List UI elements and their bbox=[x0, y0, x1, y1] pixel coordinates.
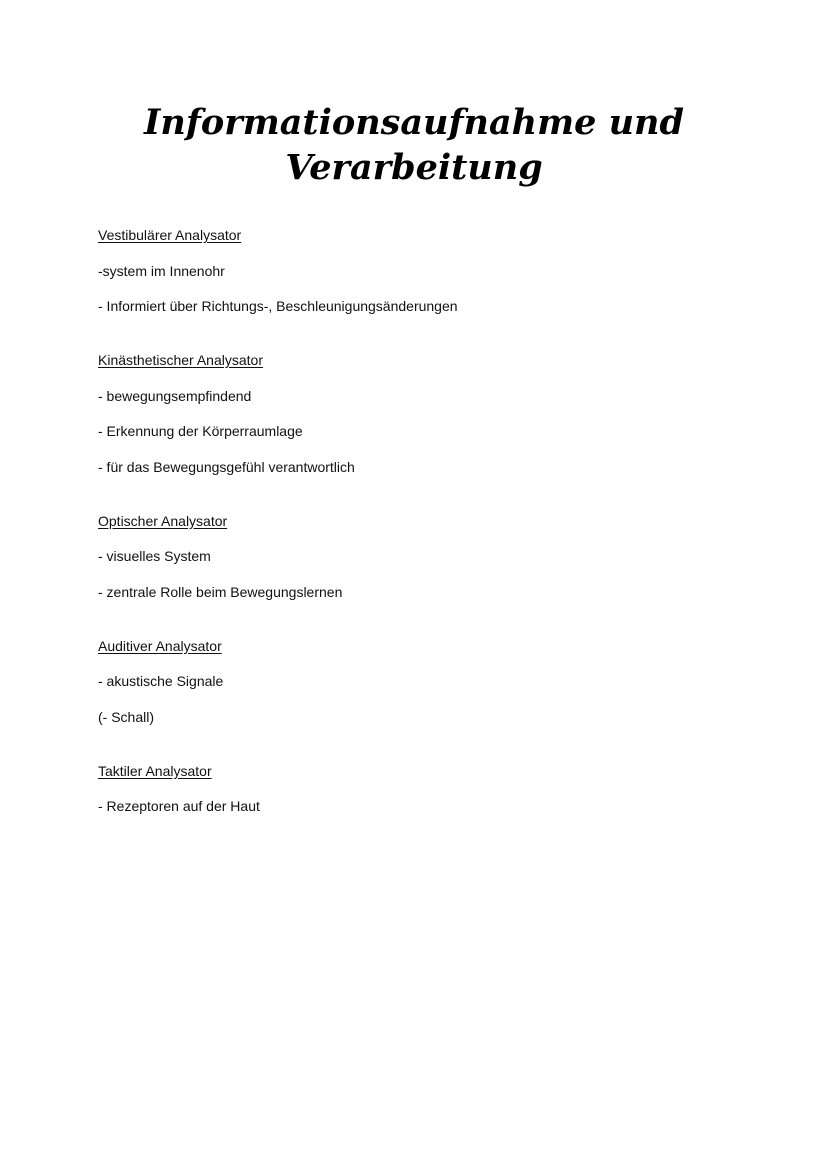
section-optical bbox=[98, 512, 758, 601]
section-heading: Taktiler Analysator bbox=[98, 762, 212, 779]
section-line: - für das Bewegungsgefühl verantwortlich bbox=[98, 458, 355, 475]
title-line: Informationsaufnahme und bbox=[144, 102, 684, 143]
section-heading: Kinästhetischer Analysator bbox=[98, 352, 263, 368]
section-heading: Vestibulärer Analysator bbox=[98, 227, 242, 243]
section-line: -system im Innenohr bbox=[98, 262, 225, 279]
section-line: - Rezeptoren auf der Haut bbox=[98, 798, 260, 814]
section-heading: Optischer Analysator bbox=[98, 512, 228, 529]
section-line: - visuelles System bbox=[98, 548, 211, 564]
section-line: (- Schall) bbox=[98, 708, 155, 725]
section-line: - akustische Signale bbox=[98, 673, 224, 689]
section-heading: Auditiver Analysator bbox=[98, 637, 222, 654]
section-auditory bbox=[98, 637, 758, 726]
section-tactile bbox=[98, 762, 758, 816]
section-kinesthetic bbox=[98, 351, 758, 476]
section-line: - bewegungsempfindend bbox=[98, 387, 252, 404]
page-title bbox=[0, 100, 828, 190]
section-line: - Erkennung der Körperraumlage bbox=[98, 423, 303, 439]
section-vestibular bbox=[98, 226, 758, 315]
document-body bbox=[98, 226, 758, 851]
section-line: - zentrale Rolle beim Bewegungslernen bbox=[98, 583, 343, 600]
section-line: - Informiert über Richtungs-, Beschleunigungsänderungen bbox=[98, 298, 458, 314]
title-line: Verarbeitung bbox=[285, 147, 543, 188]
